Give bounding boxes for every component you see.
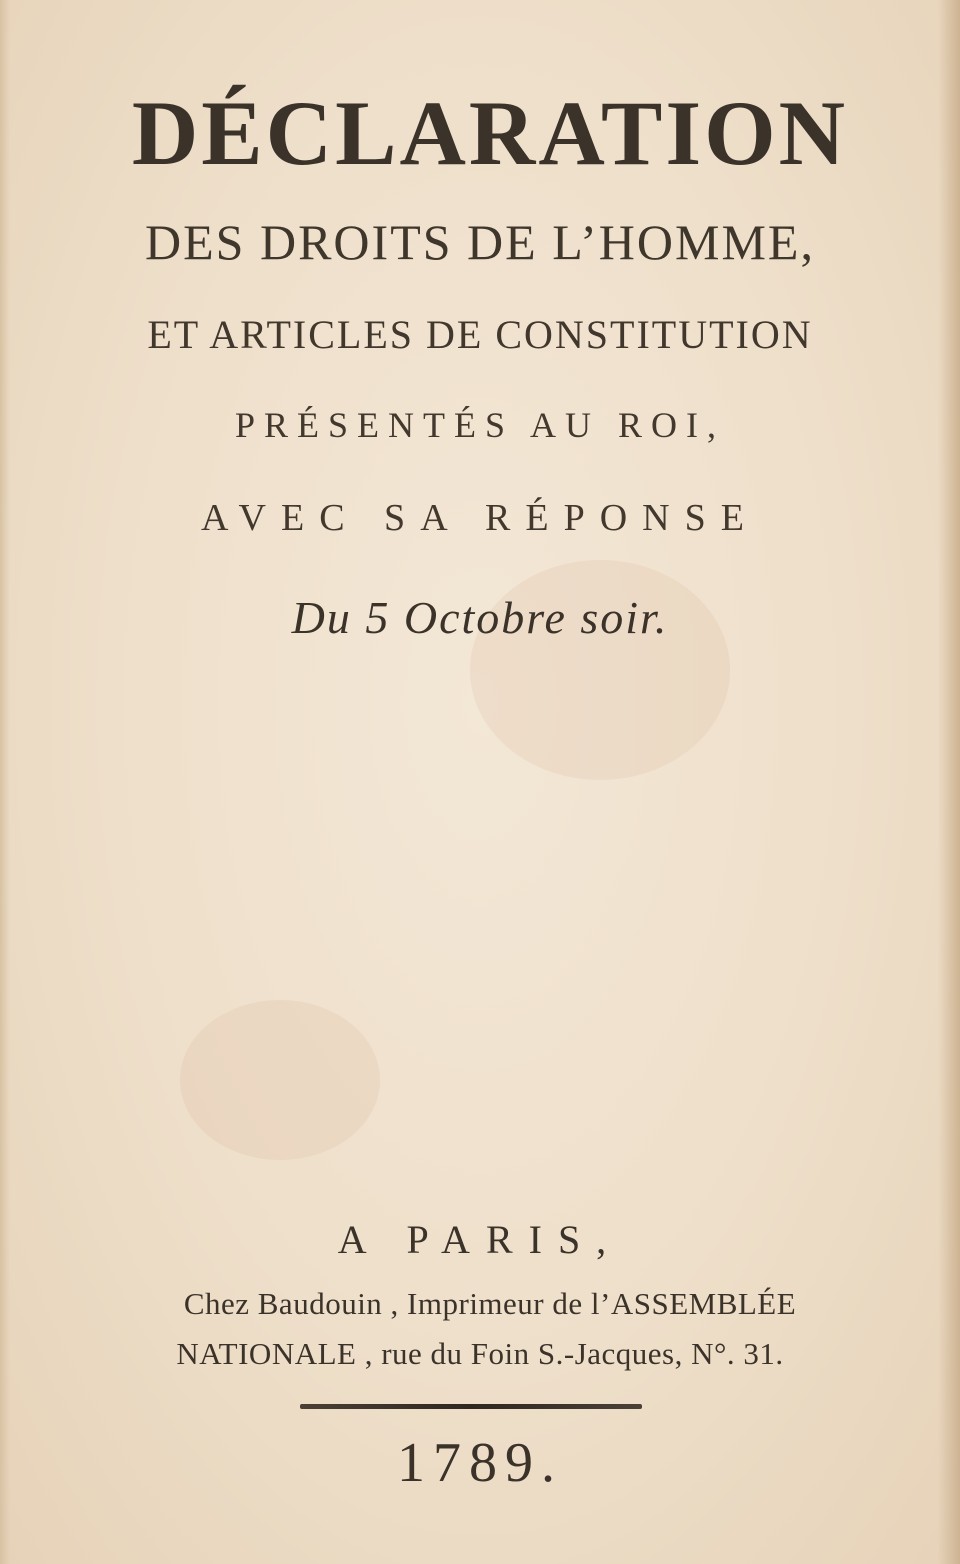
subtitle-line-1: DES DROITS DE L’HOMME, — [145, 214, 815, 270]
imprint-line-1: Chez Baudouin , Imprimeur de l’ASSEMBLÉE — [183, 1286, 797, 1321]
paper-stain — [180, 1000, 380, 1160]
divider-rule — [300, 1404, 642, 1409]
publication-place: A PARIS, — [337, 1217, 623, 1262]
document-title: DÉCLARATION — [131, 82, 849, 184]
subtitle-line-2: ET ARTICLES DE CONSTITUTION — [147, 312, 813, 357]
date-line: Du 5 Octobre soir. — [291, 592, 669, 643]
subtitle-line-3: PRÉSENTÉS AU ROI, — [234, 405, 726, 445]
imprint-line-2: NATIONALE , rue du Foin S.-Jacques, N°. 31. — [176, 1336, 784, 1371]
subtitle-line-4: AVEC SA RÉPONSE — [201, 497, 759, 539]
publication-year: 1789. — [397, 1432, 563, 1494]
